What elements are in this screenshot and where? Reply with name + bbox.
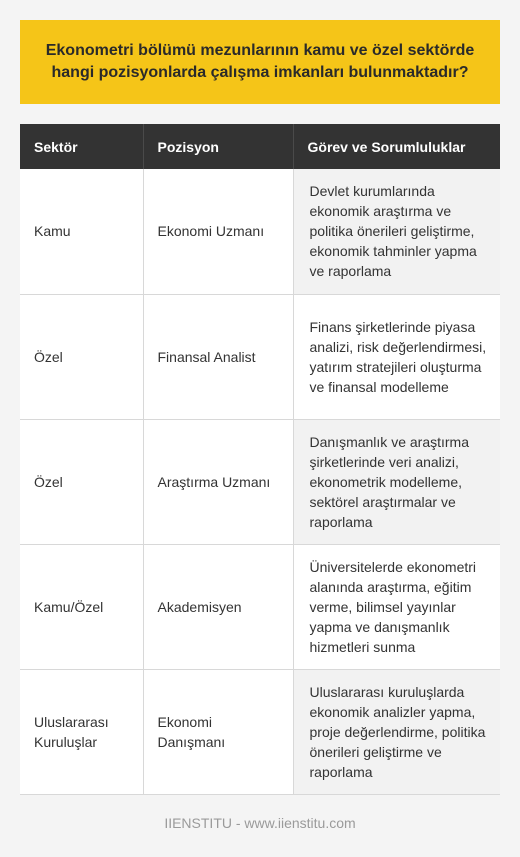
cell-sector: Özel (20, 294, 143, 419)
table-row (20, 294, 500, 419)
cell-duties: Danışmanlık ve araştırma şirketlerinde veri analizi, ekonometrik modelleme, sektörel araştırmalar ve raporlama (293, 419, 500, 544)
footer-credit: IIENSTITU - www.iienstitu.com (164, 815, 356, 831)
cell-duties: Üniversitelerde ekonometri alanında araştırma, eğitim verme, bilimsel yayınlar yapma ve danışmanlık hizmetleri sunma (293, 544, 500, 669)
table-row (20, 419, 500, 544)
title-banner (20, 20, 500, 104)
cell-duties: Devlet kurumlarında ekonomik araştırma ve politika önerileri geliştirme, ekonomik tahminler yapma ve raporlama (293, 169, 500, 294)
cell-sector: Kamu (20, 169, 143, 294)
cell-duties: Finans şirketlerinde piyasa analizi, risk değerlendirmesi, yatırım stratejileri oluşturma ve finansal modelleme (293, 294, 500, 419)
table-row (20, 669, 500, 794)
header-duties: Görev ve Sorumluluklar (293, 124, 500, 169)
cell-sector: Uluslararası Kuruluşlar (20, 669, 143, 794)
cell-duties: Uluslararası kuruluşlarda ekonomik analizler yapma, proje değerlendirme, politika önerileri geliştirme ve raporlama (293, 669, 500, 794)
page-title: Ekonometri bölümü mezunlarının kamu ve özel sektörde hangi pozisyonlarda çalışma imkanları bulunmaktadır? (45, 42, 475, 81)
cell-position: Araştırma Uzmanı (143, 419, 293, 544)
table-header-row (20, 124, 500, 169)
cell-sector: Özel (20, 419, 143, 544)
header-sector: Sektör (20, 124, 143, 169)
cell-position: Finansal Analist (143, 294, 293, 419)
positions-table (20, 124, 500, 795)
cell-position: Akademisyen (143, 544, 293, 669)
header-position: Pozisyon (143, 124, 293, 169)
cell-position: Ekonomi Danışmanı (143, 669, 293, 794)
table-row (20, 169, 500, 294)
table-row (20, 544, 500, 669)
cell-sector: Kamu/Özel (20, 544, 143, 669)
cell-position: Ekonomi Uzmanı (143, 169, 293, 294)
